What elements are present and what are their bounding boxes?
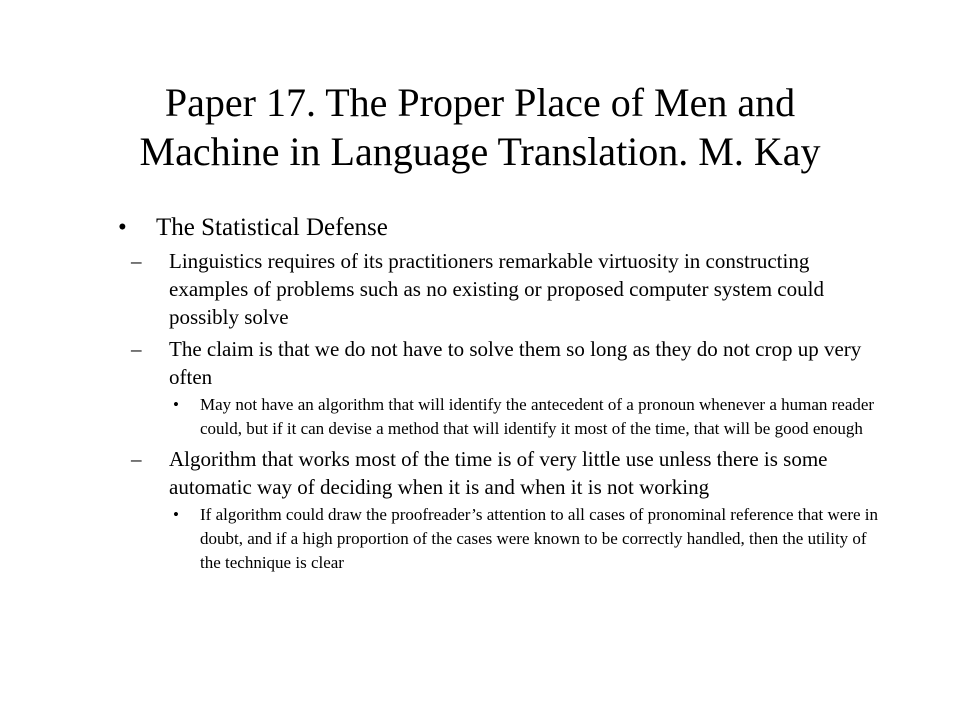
bullet-icon: • [173, 505, 179, 524]
bullet-icon: • [173, 395, 179, 414]
slide-body [118, 212, 878, 575]
title-line-1: Paper 17. The Proper Place of Men and [164, 80, 796, 125]
subsubpoint-algorithm-antecedent [173, 393, 878, 441]
bullet-icon: • [118, 214, 127, 241]
subpoint-text: Linguistics requires of its practitioners remarkable virtuosity in constructing examples of problems such as no existing or proposed computer system could possibly solve [169, 249, 824, 329]
subsubpoint-proofreader [173, 503, 878, 575]
dash-icon: – [131, 249, 142, 273]
subpoint-text: Algorithm that works most of the time is of very little use unless there is some automatic way of deciding when it is and when it is not working [169, 447, 828, 499]
subpoint-algorithm-most-time [131, 445, 878, 501]
subpoint-text: The claim is that we do not have to solve them so long as they do not crop up very often [169, 337, 862, 389]
subpoint-claim [131, 335, 878, 391]
bullet-statistical-defense [118, 212, 878, 243]
slide-title [80, 78, 880, 176]
subsubpoint-text: If algorithm could draw the proofreader’s attention to all cases of pronominal reference that were in doubt, and if a high proportion of the cases were known to be correctly handled, then the utility of the technique is clear [200, 505, 878, 572]
title-line-2: Machine in Language Translation. M. Kay [139, 129, 821, 174]
subpoint-linguistics [131, 247, 878, 331]
dash-icon: – [131, 337, 142, 361]
bullet-heading-text: The Statistical Defense [156, 214, 388, 241]
subsubpoint-text: May not have an algorithm that will identify the antecedent of a pronoun whenever a human reader could, but if it can devise a method that will identify it most of the time, that will be good enough [200, 395, 875, 438]
dash-icon: – [131, 447, 142, 471]
